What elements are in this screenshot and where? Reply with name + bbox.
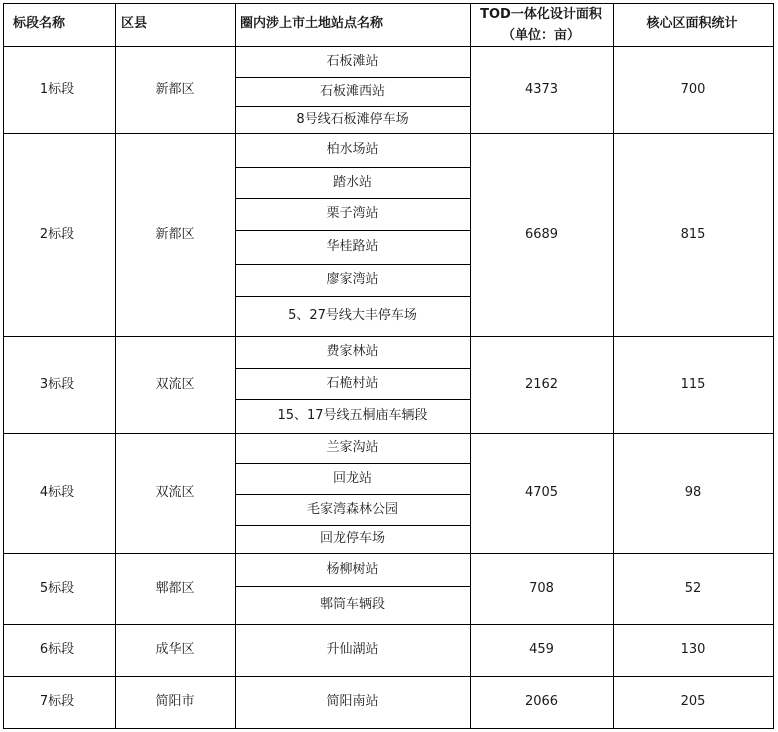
tod-area-value: 4705 [524,485,559,500]
table-gridline [3,3,4,729]
district-name: 简阳市 [155,694,195,709]
table-gridline [3,624,774,625]
table-gridline [235,494,471,495]
tod-area-value: 459 [529,642,554,657]
station-name: 华桂路站 [326,239,379,254]
station-name: 栗子湾站 [326,206,379,221]
table-gridline [235,77,471,78]
tod-area-value: 2066 [524,694,559,709]
table-gridline [235,167,471,168]
table-gridline [3,728,774,729]
core-area-value: 52 [684,580,702,596]
station-name: 回龙停车场 [319,531,386,546]
station-name: 廖家湾站 [326,272,379,287]
station-name: 升仙湖站 [326,642,379,657]
table-gridline [3,336,774,337]
station-name: 5、27号线大丰停车场 [288,308,417,323]
core-area-value: 115 [680,376,706,392]
table-gridline [235,296,471,297]
table-gridline [235,106,471,107]
tod-area-value: 4373 [524,81,559,97]
district-name: 成华区 [155,642,195,657]
station-name: 简阳南站 [326,694,379,709]
segment-name: 5标段 [39,580,75,596]
district-name: 郫都区 [155,580,195,596]
segment-name: 1标段 [39,81,75,97]
segment-name: 4标段 [39,485,75,500]
table-gridline [470,3,471,729]
tod-area-value: 2162 [524,376,559,392]
header-district: 区县 [121,16,148,31]
table-gridline [235,198,471,199]
station-name: 踏水站 [332,174,373,190]
header-tod-area-unit: （单位：亩） [501,28,581,43]
station-name: 回龙站 [332,470,373,486]
table-gridline [235,463,471,464]
tod-area-value: 6689 [524,226,559,242]
table-gridline [235,3,236,729]
station-name: 兰家沟站 [326,440,379,455]
station-name: 费家林站 [326,344,379,359]
segment-name: 3标段 [39,376,75,392]
table-gridline [3,46,774,47]
table-gridline [235,586,471,587]
table-gridline [3,3,774,4]
table-gridline [613,3,614,729]
station-name: 8号线石板滩停车场 [296,111,409,127]
core-area-value: 205 [680,694,706,709]
core-area-value: 98 [684,485,702,500]
table-gridline [235,399,471,400]
station-name: 柏水场站 [326,142,379,157]
table-gridline [3,553,774,554]
table-gridline [235,230,471,231]
table-gridline [773,3,774,729]
core-area-value: 815 [680,226,706,242]
segment-name: 6标段 [39,642,75,657]
table-gridline [235,525,471,526]
table-gridline [3,133,774,134]
tod-area-value: 708 [529,580,554,596]
station-name: 石桅村站 [326,375,379,391]
segment-name: 7标段 [39,694,75,709]
district-name: 双流区 [155,376,195,392]
segment-name: 2标段 [39,226,75,242]
station-name: 杨柳树站 [326,561,379,577]
header-stations: 圈内涉上市土地站点名称 [240,16,384,31]
core-area-value: 700 [680,81,706,97]
table-gridline [235,264,471,265]
header-tod-area: TOD一体化设计面积 [480,7,602,22]
table-gridline [3,433,774,434]
header-core-area: 核心区面积统计 [646,16,738,31]
station-name: 15、17号线五桐庙车辆段 [277,408,428,423]
district-name: 新都区 [155,226,195,242]
station-name: 石板滩站 [326,53,379,69]
table-gridline [115,3,116,729]
table-gridline [3,676,774,677]
station-name: 石板滩西站 [319,83,386,99]
district-name: 双流区 [155,485,195,500]
core-area-value: 130 [680,642,706,657]
table-gridline [235,368,471,369]
station-name: 毛家湾森林公园 [306,501,399,517]
district-name: 新都区 [155,81,195,97]
station-name: 郫筒车辆段 [319,597,386,612]
header-segment: 标段名称 [13,16,66,31]
